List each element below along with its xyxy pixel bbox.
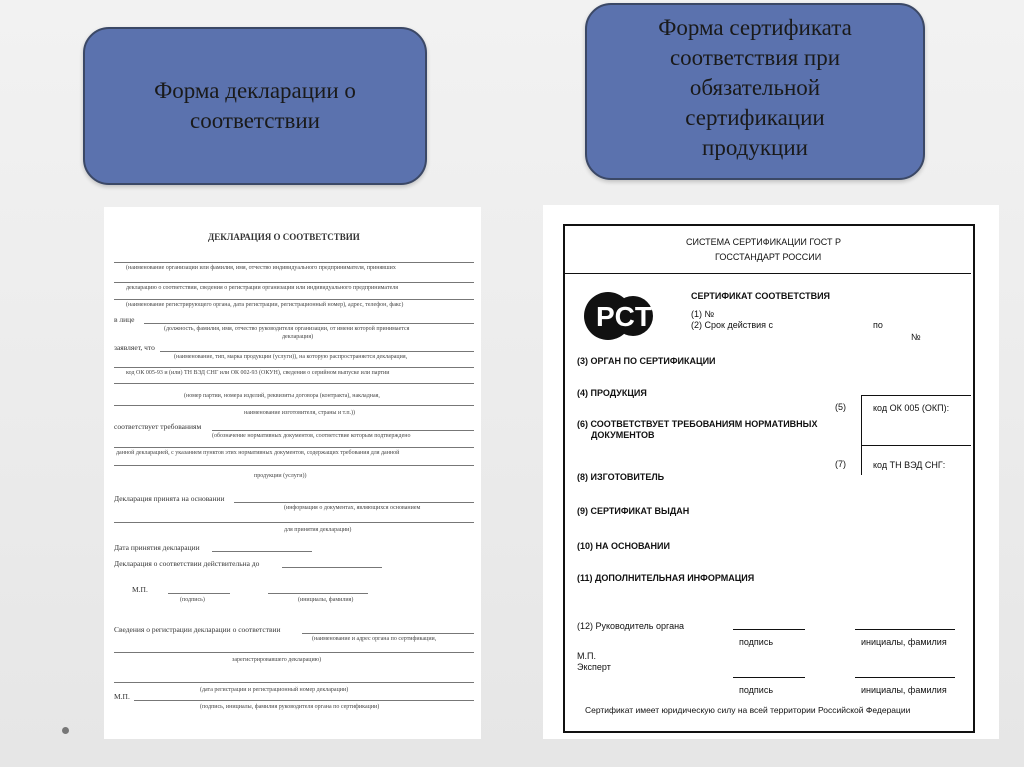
decl-label-accepted: Декларация принята на основании <box>114 494 225 503</box>
cert-field-4: (4) ПРОДУКЦИЯ <box>577 388 647 398</box>
decl-caption: (наименование регистрирующего органа, дата регистрации, регистрационный номер), адрес, телефон, факс) <box>126 302 404 308</box>
decl-caption: для принятия декларации) <box>284 527 352 533</box>
cert-field-3: (3) ОРГАН ПО СЕРТИФИКАЦИИ <box>577 356 716 366</box>
cert-validity-to: по <box>873 320 883 330</box>
decl-caption: наименование изготовителя, страны и т.п.)) <box>244 410 356 416</box>
cert-field-6a: (6) СООТВЕТСТВУЕТ ТРЕБОВАНИЯМ НОРМАТИВНЫХ <box>577 419 818 429</box>
decl-label-mp: М.П. <box>132 585 148 594</box>
decl-caption: (дата регистрации и регистрационный номер декларации) <box>200 687 349 693</box>
cert-field-6b: ДОКУМЕНТОВ <box>591 430 655 440</box>
cert-field-12: (12) Руководитель органа <box>577 621 685 631</box>
cert-signature: подпись <box>739 637 774 647</box>
cert-field-11: (11) ДОПОЛНИТЕЛЬНАЯ ИНФОРМАЦИЯ <box>577 573 755 583</box>
decl-caption: (информация о документах, являющихся основанием <box>284 505 421 511</box>
cert-expert: Эксперт <box>577 662 611 672</box>
decl-caption: (номер партии, номера изделий, реквизиты договора (контракта), накладная, <box>184 393 380 399</box>
rst-logo-icon <box>581 289 657 343</box>
decl-caption: код ОК 005-93 и (или) ТН ВЭД СНГ или ОК 002-93 (ОКУН), сведения о серийном выпуске или партии <box>126 370 390 376</box>
cert-initials: инициалы, фамилия <box>861 637 947 647</box>
decl-label-in-person: в лице <box>114 315 135 324</box>
decl-caption: (инициалы, фамилия) <box>298 597 354 603</box>
decl-caption: продукции (услуги)) <box>254 473 307 479</box>
cert-agency: ГОССТАНДАРТ РОССИИ <box>715 252 822 262</box>
decl-label-date: Дата принятия декларации <box>114 543 200 552</box>
cert-legal-note: Сертификат имеет юридическую силу на всей территории Российской Федерации <box>585 705 911 715</box>
decl-caption: (наименование организации или фамилия, имя, отчество индивидуального предпринимателя, принявших <box>126 265 396 271</box>
logo-text: PCT <box>596 301 652 332</box>
declaration-form-callout <box>83 27 427 185</box>
certificate-document <box>543 205 999 739</box>
cert-validity: (2) Срок действия с <box>691 320 774 330</box>
cert-signature-2: подпись <box>739 685 774 695</box>
cert-field-8: (8) ИЗГОТОВИТЕЛЬ <box>577 472 665 482</box>
decl-caption: декларацию о соответствии, сведения о регистрации организации или индивидуального предпринимателя <box>126 285 398 291</box>
decl-caption: (обозначение нормативных документов, соответствие которым подтверждено <box>212 433 411 439</box>
cert-field-7: (7) <box>835 459 846 469</box>
declaration-form-label: Форма декларации о соответствии <box>154 78 356 133</box>
decl-caption: (должность, фамилия, имя, отчество руководителя организации, от имени которой принимается <box>164 326 410 332</box>
decl-caption: (наименование и адрес органа по сертификации, <box>312 636 437 642</box>
cert-field-5: (5) <box>835 402 846 412</box>
declaration-document <box>104 207 481 739</box>
cert-initials-2: инициалы, фамилия <box>861 685 947 695</box>
decl-label-complies: соответствует требованиям <box>114 422 202 431</box>
cert-number: (1) № <box>691 309 715 319</box>
declaration-title: ДЕКЛАРАЦИЯ О СООТВЕТСТВИИ <box>208 232 360 242</box>
decl-caption: (подпись) <box>180 597 205 603</box>
slide-bullet-dot <box>62 727 69 734</box>
cert-system: СИСТЕМА СЕРТИФИКАЦИИ ГОСТ Р <box>686 237 841 247</box>
cert-number-right: № <box>911 332 921 342</box>
cert-field-10: (10) НА ОСНОВАНИИ <box>577 541 670 551</box>
cert-field-9: (9) СЕРТИФИКАТ ВЫДАН <box>577 506 690 516</box>
cert-mp: М.П. <box>577 651 596 661</box>
decl-caption: декларация) <box>282 334 314 340</box>
certificate-form-label: Форма сертификата соответствия при обязательной сертификации продукции <box>658 15 852 160</box>
decl-caption: данной декларацией, с указанием пунктов этих нормативных документов, содержащих требования для данной <box>116 450 400 456</box>
decl-label-valid: Декларация о соответствии действительна до <box>114 559 260 568</box>
certificate-form-callout <box>585 3 925 180</box>
decl-caption: (подпись, инициалы, фамилия руководителя органа по сертификации) <box>200 704 380 710</box>
cert-title: СЕРТИФИКАТ СООТВЕТСТВИЯ <box>691 291 831 301</box>
decl-caption: зарегистрировавшего декларацию) <box>232 657 322 663</box>
cert-okp: код ОК 005 (ОКП): <box>873 403 950 413</box>
decl-label-mp2: М.П. <box>114 692 130 701</box>
decl-label-declares: заявляет, что <box>114 343 155 352</box>
cert-tnved: код ТН ВЭД СНГ: <box>873 460 946 470</box>
decl-caption: (наименование, тип, марка продукции (услуги)), на которую распространяется декларация, <box>174 354 408 360</box>
decl-label-registration: Сведения о регистрации декларации о соответствии <box>114 625 281 634</box>
